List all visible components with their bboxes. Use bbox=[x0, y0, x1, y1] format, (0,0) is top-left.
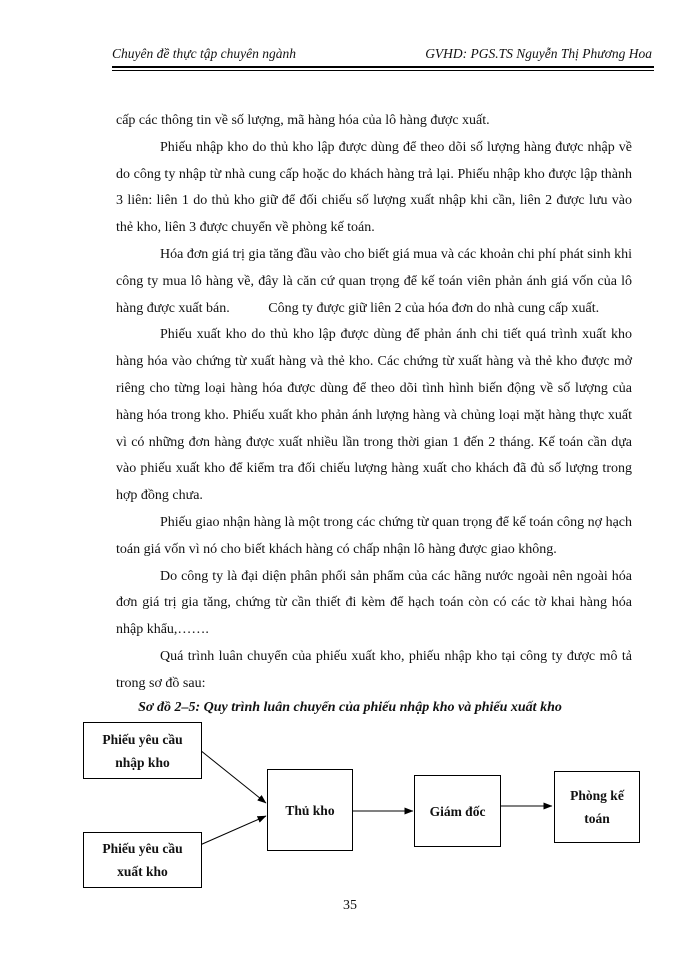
paragraph-continuation: cấp các thông tin về số lượng, mã hàng hóa của lô hàng được xuất. bbox=[116, 113, 490, 128]
paragraph-delivery-note: Phiếu giao nhận hàng là một trong các chứng từ quan trọng để kế toán công nợ hạch toán giá vốn vì nó cho biết khách hàng có chấp nhận lô hàng được giao không. bbox=[116, 514, 632, 557]
paragraph-distributor: Do công ty là đại diện phân phối sản phẩm của các hãng nước ngoài nên ngoài hóa đơn giá trị gia tăng, chứng từ cần thiết đi kèm để hạch toán còn có các tờ khai hàng hóa nhập khẩu,……. bbox=[116, 568, 632, 638]
box-accounting bbox=[554, 771, 640, 843]
header-left-title: Chuyên đề thực tập chuyên ngành bbox=[112, 46, 296, 61]
box-import-request-line2: nhập kho bbox=[115, 754, 170, 770]
paragraph-export-slip: Phiếu xuất kho do thủ kho lập được dùng để phản ánh chi tiết quá trình xuất kho hàng hóa vào chứng từ xuất hàng và thẻ kho. Các chứng từ xuất hàng và thẻ kho được mở riêng cho từng loại hàng hóa được dùng để theo dõi tình hình biến động về số lượng của hàng hóa trong kho. Phiếu xuất kho phản ánh lượng hàng và chủng loại mặt hàng thực xuất vì có những đơn hàng được xuất nhiều lần trong thời gian 1 đến 2 tháng. Kế toán cần dựa vào phiếu xuất kho để kiểm tra đối chiếu lượng hàng xuất cho khách đã đủ số lượng trong hợp đồng chưa. bbox=[116, 327, 632, 504]
box-import-request-line1: Phiếu yêu cầu bbox=[102, 731, 183, 747]
box-export-request-line1: Phiếu yêu cầu bbox=[102, 841, 183, 856]
page-number: 35 bbox=[343, 898, 357, 913]
box-export-request bbox=[83, 832, 202, 888]
box-director bbox=[414, 775, 501, 847]
paragraph-vat-invoice: Hóa đơn giá trị gia tăng đầu vào cho biết giá mua và các khoản chi phí phát sinh khi công ty mua lô hàng về, đây là căn cứ quan trọng để kế toán viên phản ánh giá vốn của lô hàng được xuất bán. Công ty được giữ liên 2 của hóa đơn do nhà cung cấp xuất. bbox=[116, 246, 636, 316]
box-import-request bbox=[83, 722, 202, 779]
arrow-export-to-storekeeper bbox=[200, 816, 266, 845]
box-storekeeper bbox=[267, 769, 353, 851]
box-accounting-line1: Phòng kế bbox=[570, 788, 624, 803]
paragraph-import-slip: Phiếu nhập kho do thủ kho lập được dùng để theo dõi số lượng hàng được nhập về do công ty nhập từ nhà cung cấp hoặc do khách hàng trả lại. Phiếu nhập kho được lập thành 3 liên: liên 1 do thủ kho giữ để đối chiếu số lượng xuất nhập khi cần, liên 2 được lưu vào thẻ kho, liên 3 được chuyển về phòng kế toán. bbox=[116, 139, 632, 236]
box-storekeeper-label: Thủ kho bbox=[285, 802, 335, 818]
box-export-request-line2: xuất kho bbox=[117, 864, 168, 879]
header-right-advisor: GVHD: PGS.TS Nguyễn Thị Phương Hoa bbox=[425, 46, 652, 61]
arrow-import-to-storekeeper bbox=[200, 750, 266, 803]
box-accounting-line2: toán bbox=[584, 811, 610, 826]
diagram-title: Sơ đồ 2–5: Quy trình luân chuyển của phiếu nhập kho và phiếu xuất kho bbox=[138, 700, 562, 715]
box-director-label: Giám đốc bbox=[429, 803, 486, 819]
paragraph-diagram-intro: Quá trình luân chuyển của phiếu xuất kho, phiếu nhập kho tại công ty được mô tả trong sơ đồ sau: bbox=[116, 648, 632, 691]
